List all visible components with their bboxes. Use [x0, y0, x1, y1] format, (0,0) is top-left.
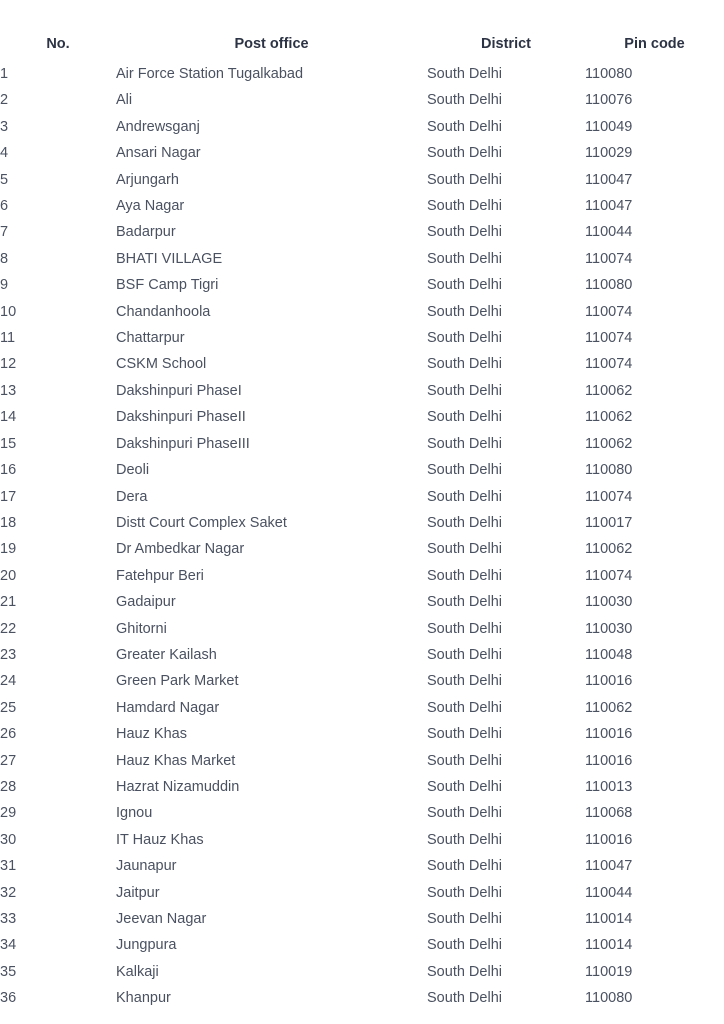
cell-post-office: Air Force Station Tugalkabad: [116, 66, 304, 82]
cell-district: South Delhi: [427, 330, 502, 347]
table-row: [0, 959, 724, 985]
cell-pin-code: 110080: [585, 66, 633, 82]
cell-no: 3: [0, 118, 9, 135]
cell-post-office: Hauz Khas: [116, 726, 187, 743]
cell-no: 25: [0, 699, 17, 716]
table-row: [0, 484, 724, 510]
cell-pin-code: 110062: [585, 382, 633, 399]
cell-pin-code: 110062: [585, 541, 633, 558]
cell-district: South Delhi: [427, 752, 502, 769]
column-header-post-office: Post office: [234, 36, 309, 52]
cell-district: South Delhi: [427, 726, 502, 743]
cell-post-office: Dera: [116, 488, 148, 505]
cell-post-office: Kalkaji: [116, 963, 159, 980]
cell-post-office: Gadaipur: [116, 594, 176, 611]
cell-no: 27: [0, 752, 17, 769]
cell-district: South Delhi: [427, 462, 502, 479]
cell-no: 9: [0, 277, 9, 294]
cell-post-office: Deoli: [116, 462, 150, 479]
cell-post-office: CSKM School: [116, 356, 207, 373]
cell-no: 1: [0, 66, 9, 82]
cell-pin-code: 110048: [585, 646, 633, 663]
table-row: [0, 272, 724, 298]
cell-pin-code: 110062: [585, 699, 633, 716]
cell-district: South Delhi: [427, 409, 502, 426]
cell-district: South Delhi: [427, 963, 502, 980]
cell-district: South Delhi: [427, 92, 502, 109]
cell-pin-code: 110047: [585, 198, 633, 215]
cell-post-office: Hazrat Nizamuddin: [116, 778, 240, 795]
cell-district: South Delhi: [427, 699, 502, 716]
cell-district: South Delhi: [427, 884, 502, 901]
cell-district: South Delhi: [427, 911, 502, 927]
cell-district: South Delhi: [427, 541, 502, 558]
cell-no: 18: [0, 514, 17, 531]
cell-post-office: Distt Court Complex Saket: [116, 514, 287, 531]
cell-no: 16: [0, 462, 17, 479]
cell-no: 23: [0, 646, 17, 663]
table-row: [0, 563, 724, 589]
cell-district: South Delhi: [427, 990, 502, 1007]
table-row: [0, 774, 724, 800]
cell-district: South Delhi: [427, 514, 502, 531]
cell-district: South Delhi: [427, 250, 502, 267]
table-row: [0, 351, 724, 377]
cell-district: South Delhi: [427, 66, 502, 82]
cell-pin-code: 110016: [585, 726, 633, 743]
table-row: [0, 167, 724, 193]
cell-pin-code: 110074: [585, 488, 633, 505]
cell-no: 22: [0, 620, 17, 637]
table-row: [0, 853, 724, 879]
cell-pin-code: 110068: [585, 805, 633, 822]
cell-no: 26: [0, 726, 17, 743]
cell-no: 2: [0, 92, 9, 109]
table-row: [0, 536, 724, 562]
cell-post-office: Hamdard Nagar: [116, 699, 220, 716]
cell-no: 15: [0, 435, 17, 452]
cell-post-office: Ansari Nagar: [116, 145, 201, 162]
table-row: [0, 378, 724, 404]
table-row: [0, 695, 724, 721]
cell-district: South Delhi: [427, 277, 502, 294]
cell-pin-code: 110074: [585, 567, 633, 584]
table-row: [0, 457, 724, 483]
cell-no: 5: [0, 171, 9, 188]
cell-post-office: Badarpur: [116, 224, 176, 241]
cell-post-office: Fatehpur Beri: [116, 567, 204, 584]
table-row: [0, 668, 724, 694]
table-row: [0, 114, 724, 140]
cell-no: 6: [0, 198, 9, 215]
post-office-table: [0, 30, 724, 1012]
cell-no: 8: [0, 250, 9, 267]
cell-post-office: Green Park Market: [116, 673, 239, 690]
cell-pin-code: 110019: [585, 963, 633, 980]
cell-no: 10: [0, 303, 17, 320]
cell-pin-code: 110016: [585, 673, 633, 690]
cell-no: 34: [0, 937, 17, 954]
table-row: [0, 193, 724, 219]
cell-post-office: Chattarpur: [116, 330, 185, 347]
cell-no: 14: [0, 409, 17, 426]
cell-post-office: Ali: [116, 92, 133, 109]
cell-district: South Delhi: [427, 356, 502, 373]
cell-no: 17: [0, 488, 17, 505]
cell-district: South Delhi: [427, 145, 502, 162]
cell-district: South Delhi: [427, 673, 502, 690]
table-row: [0, 325, 724, 351]
table-row: [0, 61, 724, 87]
cell-district: South Delhi: [427, 224, 502, 241]
table-row: [0, 616, 724, 642]
table-row: [0, 431, 724, 457]
cell-district: South Delhi: [427, 594, 502, 611]
cell-district: South Delhi: [427, 831, 502, 848]
cell-no: 19: [0, 541, 17, 558]
cell-no: 28: [0, 778, 17, 795]
cell-post-office: Ghitorni: [116, 620, 167, 637]
cell-district: South Delhi: [427, 118, 502, 135]
cell-post-office: Khanpur: [116, 990, 171, 1007]
cell-post-office: Ignou: [116, 805, 153, 822]
cell-pin-code: 110047: [585, 858, 633, 875]
cell-district: South Delhi: [427, 646, 502, 663]
cell-pin-code: 110047: [585, 171, 633, 188]
cell-pin-code: 110044: [585, 224, 633, 241]
cell-pin-code: 110014: [585, 911, 633, 927]
table-row: [0, 985, 724, 1011]
cell-no: 35: [0, 963, 17, 980]
cell-post-office: Dakshinpuri PhaseIII: [116, 435, 250, 452]
cell-district: South Delhi: [427, 435, 502, 452]
cell-no: 32: [0, 884, 17, 901]
table-header: [0, 30, 724, 61]
table-row: [0, 748, 724, 774]
table-row: [0, 642, 724, 668]
cell-pin-code: 110044: [585, 884, 633, 901]
cell-pin-code: 110030: [585, 594, 633, 611]
cell-no: 24: [0, 673, 17, 690]
cell-pin-code: 110013: [585, 778, 633, 795]
cell-no: 29: [0, 805, 17, 822]
column-header-pin-code: Pin code: [624, 36, 685, 52]
cell-pin-code: 110062: [585, 409, 633, 426]
cell-pin-code: 110076: [585, 92, 633, 109]
table-row: [0, 827, 724, 853]
cell-pin-code: 110062: [585, 435, 633, 452]
cell-district: South Delhi: [427, 488, 502, 505]
table-row: [0, 219, 724, 245]
cell-pin-code: 110080: [585, 990, 633, 1007]
cell-pin-code: 110016: [585, 752, 633, 769]
cell-post-office: Andrewsganj: [116, 118, 200, 135]
cell-district: South Delhi: [427, 858, 502, 875]
cell-post-office: Jeevan Nagar: [116, 911, 207, 927]
cell-post-office: Jaunapur: [116, 858, 177, 875]
cell-pin-code: 110029: [585, 145, 633, 162]
cell-no: 31: [0, 858, 17, 875]
table-body: [0, 61, 724, 1012]
cell-post-office: Jungpura: [116, 937, 177, 954]
cell-no: 36: [0, 990, 17, 1007]
cell-district: South Delhi: [427, 805, 502, 822]
table-row: [0, 510, 724, 536]
cell-pin-code: 110074: [585, 250, 633, 267]
cell-no: 11: [0, 330, 16, 347]
cell-pin-code: 110014: [585, 937, 633, 954]
cell-pin-code: 110017: [585, 514, 633, 531]
table-row: [0, 246, 724, 272]
cell-post-office: Arjungarh: [116, 171, 179, 188]
cell-district: South Delhi: [427, 198, 502, 215]
cell-district: South Delhi: [427, 303, 502, 320]
cell-district: South Delhi: [427, 171, 502, 188]
cell-pin-code: 110074: [585, 303, 633, 320]
cell-pin-code: 110030: [585, 620, 633, 637]
cell-post-office: BHATI VILLAGE: [116, 250, 223, 267]
table-row: [0, 140, 724, 166]
cell-pin-code: 110080: [585, 277, 633, 294]
cell-post-office: BSF Camp Tigri: [116, 277, 219, 294]
cell-no: 33: [0, 911, 17, 927]
cell-post-office: Greater Kailash: [116, 646, 217, 663]
cell-district: South Delhi: [427, 620, 502, 637]
column-header-no: No.: [46, 36, 70, 52]
cell-no: 21: [0, 594, 17, 611]
table-row: [0, 906, 724, 932]
table-row: [0, 299, 724, 325]
cell-no: 30: [0, 831, 17, 848]
cell-post-office: Jaitpur: [116, 884, 160, 901]
table-row: [0, 87, 724, 113]
table-row: [0, 932, 724, 958]
cell-district: South Delhi: [427, 382, 502, 399]
table-row: [0, 800, 724, 826]
cell-post-office: Dakshinpuri PhaseI: [116, 382, 242, 399]
cell-no: 4: [0, 145, 9, 162]
table-row: [0, 880, 724, 906]
cell-post-office: Hauz Khas Market: [116, 752, 236, 769]
cell-district: South Delhi: [427, 567, 502, 584]
cell-district: South Delhi: [427, 937, 502, 954]
cell-pin-code: 110074: [585, 356, 633, 373]
table-row: [0, 404, 724, 430]
cell-pin-code: 110016: [585, 831, 633, 848]
cell-pin-code: 110074: [585, 330, 633, 347]
cell-post-office: IT Hauz Khas: [116, 831, 204, 848]
cell-no: 20: [0, 567, 17, 584]
column-header-district: District: [481, 36, 531, 52]
cell-post-office: Dakshinpuri PhaseII: [116, 409, 246, 426]
table-row: [0, 589, 724, 615]
cell-post-office: Aya Nagar: [116, 198, 185, 215]
cell-post-office: Dr Ambedkar Nagar: [116, 541, 245, 558]
cell-no: 12: [0, 356, 17, 373]
cell-no: 13: [0, 382, 17, 399]
cell-post-office: Chandanhoola: [116, 303, 211, 320]
table-header-row: [0, 30, 724, 61]
cell-district: South Delhi: [427, 778, 502, 795]
table-row: [0, 721, 724, 747]
cell-no: 7: [0, 224, 9, 241]
cell-pin-code: 110080: [585, 462, 633, 479]
cell-pin-code: 110049: [585, 118, 633, 135]
